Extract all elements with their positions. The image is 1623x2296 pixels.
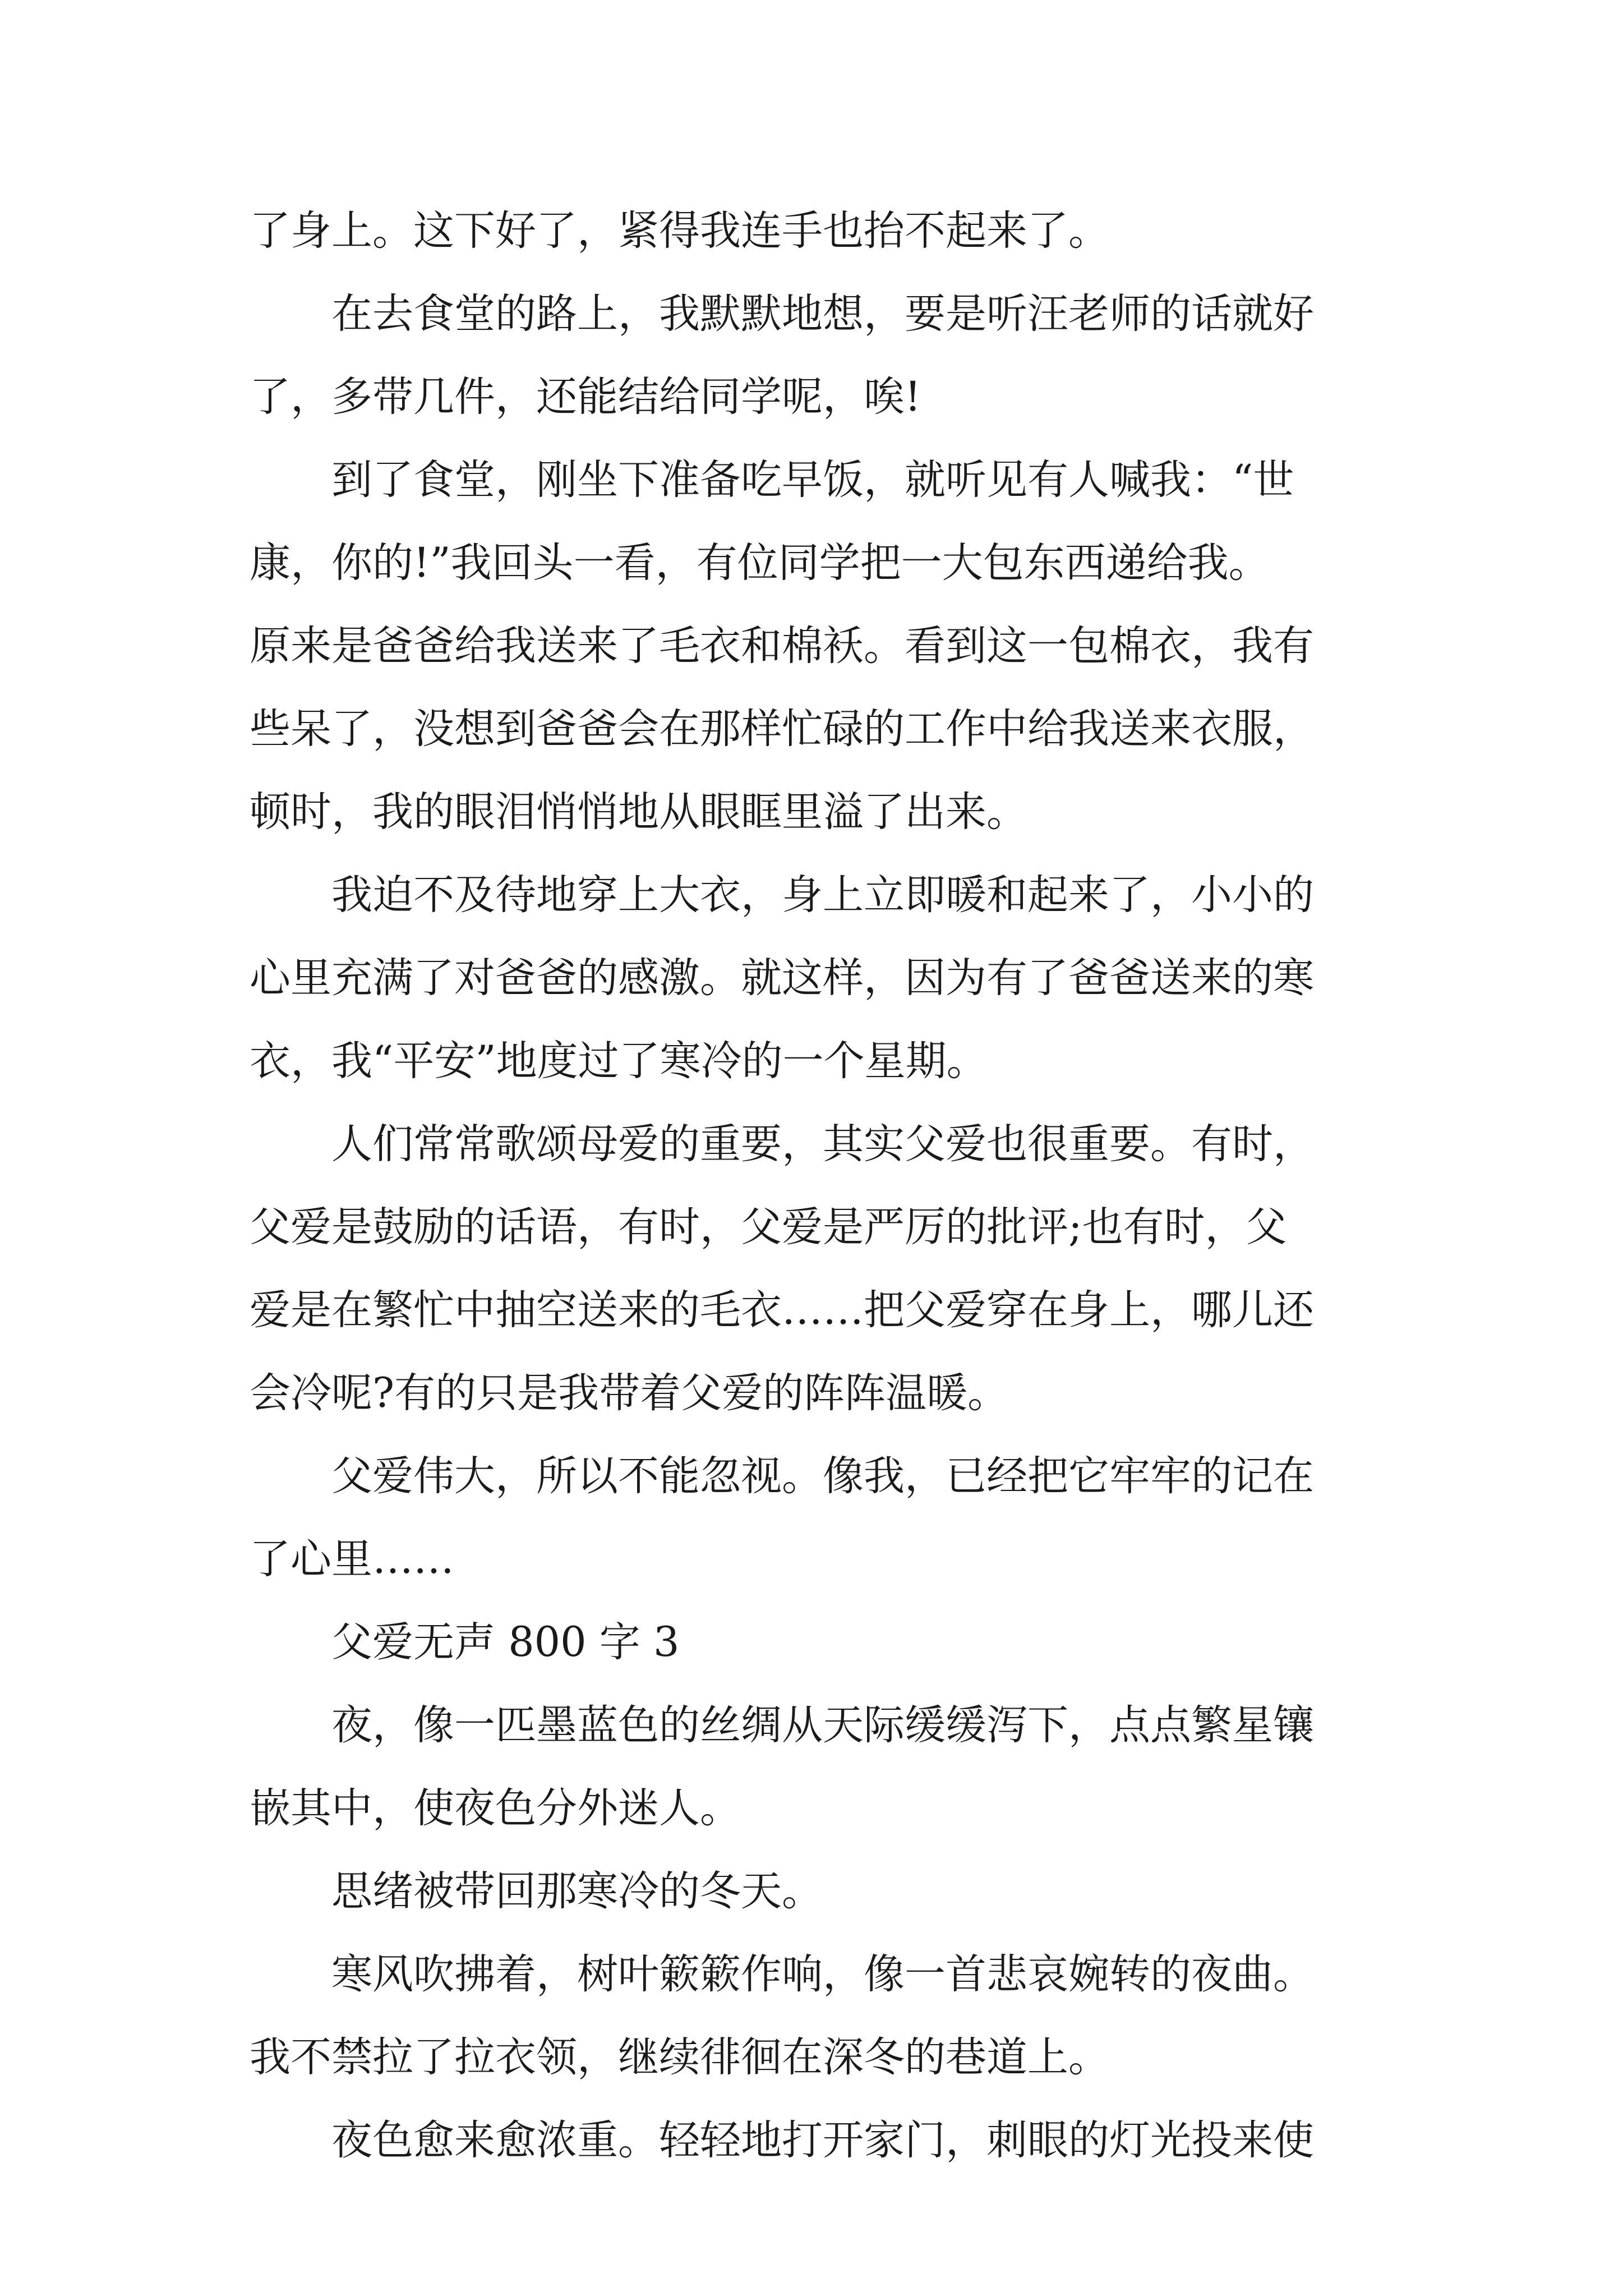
text-line: 了身上。这下好了，紧得我连手也抬不起来了。	[250, 207, 1109, 255]
paragraph	[250, 190, 1394, 273]
text-line: 嵌其中，使夜色分外迷人。	[250, 1784, 741, 1832]
body-text	[250, 190, 1394, 2182]
paragraph	[250, 1684, 1394, 1850]
paragraph	[250, 1103, 1394, 1435]
text-line: 会冷呢?有的只是我带着父爱的阵阵温暖。	[250, 1369, 1009, 1417]
paragraph	[250, 439, 1394, 854]
text-line: 了，多带几件，还能结给同学呢，唉!	[250, 373, 921, 421]
paragraph	[250, 1933, 1394, 2099]
paragraph	[250, 1850, 1394, 1933]
text-line: 我迫不及待地穿上大衣，身上立即暖和起来了，小小的	[331, 871, 1314, 919]
text-line: 到了食堂，刚坐下准备吃早饭，就听见有人喊我：“世	[331, 456, 1294, 504]
text-line: 思绪被带回那寒冷的冬天。	[331, 1867, 823, 1915]
text-line: 夜，像一匹墨蓝色的丝绸从天际缓缓泻下，点点繁星镶	[331, 1701, 1314, 1749]
text-line: 康，你的!”我回头一看，有位同学把一大包东西递给我。	[250, 539, 1270, 587]
paragraph	[250, 273, 1394, 439]
text-line: 在去食堂的路上，我默默地想，要是听汪老师的话就好	[331, 290, 1314, 338]
text-line: 爱是在繁忙中抽空送来的毛衣……把父爱穿在身上，哪儿还	[250, 1286, 1314, 1334]
paragraph	[250, 2099, 1394, 2182]
text-line: 父爱伟大，所以不能忽视。像我，已经把它牢牢的记在	[331, 1452, 1314, 1500]
text-line: 些呆了，没想到爸爸会在那样忙碌的工作中给我送来衣服，	[250, 705, 1314, 753]
text-line: 衣，我“平安”地度过了寒冷的一个星期。	[250, 1037, 988, 1085]
section-heading	[250, 1601, 1394, 1684]
paragraph	[250, 854, 1394, 1103]
text-line: 原来是爸爸给我送来了毛衣和棉袄。看到这一包棉衣，我有	[250, 622, 1314, 670]
text-line: 心里充满了对爸爸的感激。就这样，因为有了爸爸送来的寒	[250, 954, 1314, 1002]
text-line: 夜色愈来愈浓重。轻轻地打开家门，刺眼的灯光投来使	[331, 2116, 1314, 2164]
paragraph	[250, 1435, 1394, 1601]
text-line: 寒风吹拂着，树叶簌簌作响，像一首悲哀婉转的夜曲。	[331, 1950, 1314, 1998]
text-line: 父爱是鼓励的话语，有时，父爱是严厉的批评;也有时，父	[250, 1203, 1287, 1251]
text-line: 人们常常歌颂母爱的重要，其实父爱也很重要。有时，	[331, 1120, 1314, 1168]
text-line: 了心里……	[250, 1535, 454, 1583]
text-line: 我不禁拉了拉衣领，继续徘徊在深冬的巷道上。	[250, 2033, 1109, 2081]
text-line: 顿时，我的眼泪悄悄地从眼眶里溢了出来。	[250, 788, 1027, 836]
text-line: 父爱无声 800 字 3	[331, 1618, 680, 1666]
